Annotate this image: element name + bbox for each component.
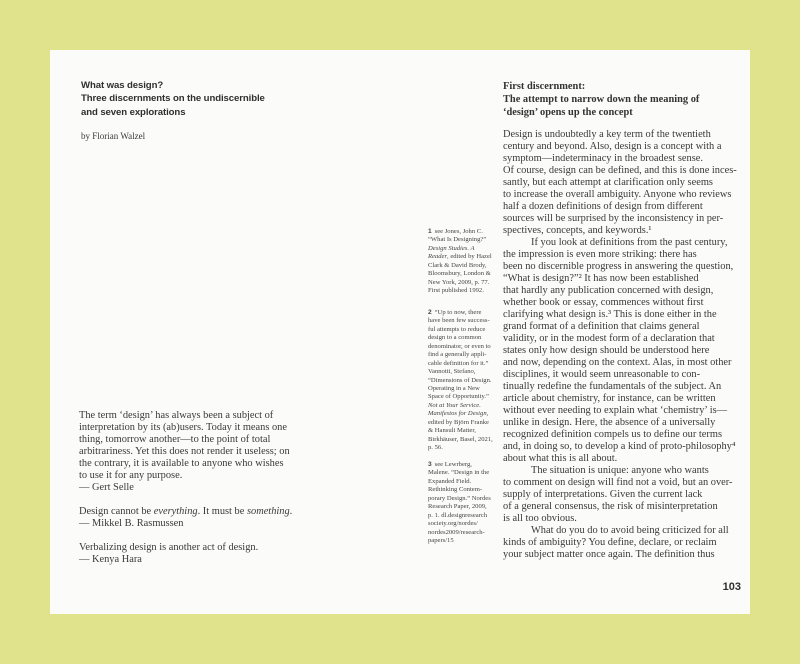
footnote-number: 1 [428, 228, 432, 235]
footnote-line [428, 486, 491, 494]
text-run: . It must be [197, 506, 247, 517]
text-run: p. 56. [428, 444, 443, 451]
text-run: arbitrariness. Yet this does not render it useless; on [79, 446, 290, 457]
epigraph-quotes [79, 410, 292, 566]
spacer [79, 494, 292, 506]
footnote-line [428, 377, 493, 385]
body-line: been no discernible progress in answering the question, [503, 261, 734, 272]
italic-text: Design Studies. A [428, 244, 475, 252]
body-line: without ever needing to explain what ‘chemistry’ is— [503, 405, 728, 416]
paragraph [503, 129, 737, 237]
footnote-line [428, 520, 491, 528]
section-heading [503, 80, 699, 119]
footnote-line [428, 360, 493, 368]
text-run: cable definition for it.” [428, 359, 489, 367]
italic-text: Not at Your Service. [428, 401, 481, 409]
body-line: validity, or in the modest form of a declaration that [503, 333, 715, 344]
body-line: article about chemistry, for instance, can be written [503, 393, 716, 404]
footnote-line [428, 393, 493, 401]
footnote-line [428, 444, 493, 452]
footnote-line [428, 419, 493, 427]
text-run: Research Paper, 2009, [428, 503, 487, 511]
italic-text: Reader [428, 253, 448, 261]
text-run: porary Design.” Nordes [428, 494, 491, 502]
footnote-number: 2 [428, 309, 432, 316]
body-line: states only how design should be understood here [503, 345, 710, 356]
text-run: New York, 2009, p. 77. [428, 278, 490, 286]
quote-line [79, 434, 292, 446]
quote-line [79, 422, 292, 434]
text-run: find a generally appli- [428, 351, 487, 359]
footnote-line [428, 287, 492, 295]
text-run: Operating in a New [428, 384, 480, 392]
footnote-line [428, 334, 493, 342]
footnote-line [428, 368, 493, 376]
heading-line: The attempt to narrow down the meaning of [503, 94, 700, 105]
text-run: p. 1. dl.designresearch [428, 511, 488, 519]
body-line: “What is design?”² It has now been established [503, 273, 699, 284]
body-line: Of course, design can be defined, and this is done inces- [503, 165, 737, 176]
body-line: half a dozen definitions of design from different [503, 201, 703, 212]
body-line: supply of interpretations. Given the current lack [503, 489, 703, 500]
body-line: recognized definition compels us to define our terms [503, 429, 723, 440]
italic-text: Manifestos for Design [428, 410, 487, 418]
footnote-line [428, 512, 491, 520]
body-line: Design is undoubtedly a key term of the twentieth [503, 129, 711, 140]
text-run: edited by Björn Franke [428, 418, 489, 426]
footnote-line [428, 309, 493, 317]
body-line: that hardly any publication concerned with design, [503, 285, 714, 296]
quote-line [79, 458, 292, 470]
text-run: Vannotti, Stefano, [428, 368, 476, 376]
body-line: The situation is unique: anyone who wants [531, 465, 709, 476]
body-line: and, in doing so, to develop a kind of proto-philosophy⁴ [503, 441, 736, 452]
body-line: to comment on design will find not a void, but an over- [503, 477, 733, 488]
footnote-line [428, 270, 492, 278]
body-line: symptom—indeterminacy in the broadest sense. [503, 153, 703, 164]
body-line: of a general consensus, the risk of misinterpretation [503, 501, 718, 512]
body-line: tinually redefine the fundamentals of the subject. An [503, 381, 722, 392]
text-run: see Jones, John C. [434, 228, 483, 235]
paragraph [503, 465, 737, 525]
text-run: papers/15 [428, 536, 454, 544]
text-run: society.org/nordes/ [428, 520, 478, 528]
quote-line [79, 410, 292, 422]
paragraph [503, 525, 737, 561]
body-line: If you look at definitions from the past century, [531, 237, 728, 248]
footnote-line [428, 245, 492, 253]
text-run: “Dimensions of Design. [428, 376, 492, 384]
footnote-line [428, 236, 492, 244]
quote-author: — Mikkel B. Rasmussen [79, 518, 184, 529]
body-text [503, 129, 737, 561]
footnote-line [428, 326, 493, 334]
body-line: unlike in design. Here, the absence of a universally [503, 417, 716, 428]
body-line: disciplines, it would seem unreasonable to con- [503, 369, 701, 380]
footnote-line [428, 469, 491, 477]
article-title [81, 79, 265, 119]
text-run: . [289, 506, 293, 517]
quote [79, 542, 292, 566]
body-line: What do you do to avoid being criticized for all [531, 525, 729, 536]
body-line: whether book or essay, commences without first [503, 297, 704, 308]
text-run: Malene. “Design in the [428, 469, 490, 477]
footnote-number: 3 [428, 461, 432, 468]
body-line: santly, but each attempt at clarification only seems [503, 177, 713, 188]
footnote-line [428, 410, 493, 418]
footnote-3 [428, 461, 491, 545]
italic-text: everything [153, 506, 198, 517]
text-run: , edited by Hazel [447, 253, 492, 261]
text-run: thing, tomorrow another—to the point of total [79, 434, 271, 445]
footnote-line [428, 495, 491, 503]
text-run: Bloomsbury, London & [428, 270, 491, 278]
footnote-line [428, 385, 493, 393]
title-line: What was design? [81, 80, 164, 91]
text-run: Space of Opportunity.” [428, 393, 489, 401]
body-line: clarifying what design is.³ This is done either in the [503, 309, 717, 320]
text-run: to use it for any purpose. [79, 470, 183, 481]
footnote-1 [428, 228, 492, 296]
quote-line [79, 446, 292, 458]
right-page [400, 50, 750, 614]
footnote-line [428, 279, 492, 287]
text-run: ful attempts to reduce [428, 325, 486, 333]
title-line: and seven explorations [81, 106, 186, 118]
footnote-line [428, 537, 491, 545]
body-line: kinds of ambiguity? You define, declare, or reclaim [503, 537, 717, 548]
body-line: and now, depending on the context. Alas, in most other [503, 357, 732, 368]
footnote-2 [428, 309, 493, 452]
quote-line [79, 542, 292, 554]
footnote-line [428, 461, 491, 469]
body-line: century and beyond. Also, design is a concept with a [503, 141, 722, 152]
text-run: have been few success- [428, 317, 490, 325]
heading-line: ‘design’ opens up the concept [503, 107, 633, 118]
text-run: “Up to now, there [434, 309, 482, 316]
text-run: interpretation by its (ab)users. Today it means one [79, 422, 287, 433]
footnote-line [428, 402, 493, 410]
text-run: The term ‘design’ has always been a subject of [79, 410, 274, 421]
footnote-line [428, 317, 493, 325]
footnote-line [428, 253, 492, 261]
body-line: spectives, concepts, and keywords.¹ [503, 225, 652, 236]
footnote-line [428, 228, 492, 236]
quote-line [79, 506, 292, 518]
quote-author: — Kenya Hara [79, 554, 142, 565]
footnote-line [428, 436, 493, 444]
text-run: Design cannot be [79, 506, 154, 517]
text-run: Rethinking Contem- [428, 486, 483, 494]
body-line: to increase the overall ambiguity. Anyone who reviews [503, 189, 732, 200]
footnote-line [428, 343, 493, 351]
body-line: your subject matter once again. The definition thus [503, 549, 715, 560]
footnote-line [428, 503, 491, 511]
italic-text: something [246, 506, 290, 517]
page-number: 103 [722, 581, 741, 593]
text-run: Verbalizing design is another act of design. [79, 542, 259, 553]
footnote-line [428, 529, 491, 537]
footnote-line [428, 427, 493, 435]
text-run: the contrary, it is available to anyone who wishes [79, 458, 284, 469]
text-run: , [486, 410, 489, 418]
quote [79, 410, 292, 494]
text-run: Expanded Field. [428, 477, 472, 485]
quote-author: — Gert Selle [79, 482, 134, 493]
left-page [50, 50, 400, 614]
quote-line [79, 470, 292, 482]
footnote-line [428, 478, 491, 486]
text-run: Clark & David Brody, [428, 261, 487, 269]
footnote-line [428, 351, 493, 359]
footnote-line [428, 262, 492, 270]
quote [79, 506, 292, 530]
text-run: First published 1992. [428, 287, 484, 295]
text-run: nordes2009/research- [428, 528, 485, 536]
text-run: design to a common [428, 334, 482, 342]
body-line: grand format of a definition that claims general [503, 321, 700, 332]
body-line: about what this is all about. [503, 453, 618, 464]
text-run: “What Is Designing?” [428, 236, 487, 244]
title-line: Three discernments on the undiscernible [81, 93, 265, 105]
body-line: is all too obvious. [503, 513, 577, 524]
body-line: sources will be surprised by the inconsistency in per- [503, 213, 724, 224]
text-run: Birkhäuser, Basel, 2021, [428, 435, 493, 443]
text-run: denominator, or even to [428, 342, 491, 350]
heading-line: First discernment: [503, 81, 586, 92]
spacer [79, 530, 292, 542]
paragraph [503, 237, 737, 465]
body-line: the impression is even more striking: there has [503, 249, 697, 260]
text-run: & Hansuli Matter, [428, 427, 476, 435]
byline: by Florian Walzel [81, 131, 146, 141]
text-run: see Lewrberg, [434, 461, 472, 468]
